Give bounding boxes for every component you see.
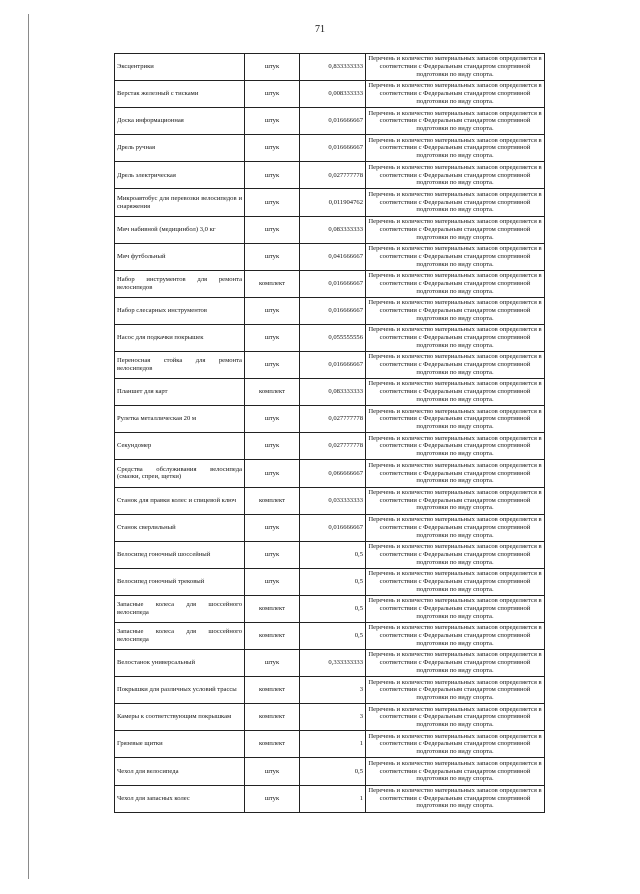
note-cell: Перечень и количество материальных запасов определяется в соответствии с Федеральным стандартом спортивной подготовки по виду спорта. xyxy=(366,108,545,135)
note-cell: Перечень и количество материальных запасов определяется в соответствии с Федеральным стандартом спортивной подготовки по виду спорта. xyxy=(366,650,545,677)
item-name-cell: Станок сверлильный xyxy=(115,514,245,541)
quantity-cell: 0,5 xyxy=(300,541,366,568)
unit-cell: штук xyxy=(245,568,300,595)
table-row xyxy=(115,622,545,649)
note-cell: Перечень и количество материальных запасов определяется в соответствии с Федеральным стандартом спортивной подготовки по виду спорта. xyxy=(366,731,545,758)
note-cell: Перечень и количество материальных запасов определяется в соответствии с Федеральным стандартом спортивной подготовки по виду спорта. xyxy=(366,54,545,81)
table-row xyxy=(115,135,545,162)
supplies-table-body xyxy=(115,54,545,813)
unit-cell: штук xyxy=(245,135,300,162)
note-cell: Перечень и количество материальных запасов определяется в соответствии с Федеральным стандартом спортивной подготовки по виду спорта. xyxy=(366,270,545,297)
table-row xyxy=(115,216,545,243)
quantity-cell: 0,033333333 xyxy=(300,487,366,514)
note-cell: Перечень и количество материальных запасов определяется в соответствии с Федеральным стандартом спортивной подготовки по виду спорта. xyxy=(366,460,545,487)
item-name-cell: Набор слесарных инструментов xyxy=(115,297,245,324)
quantity-cell: 0,016666667 xyxy=(300,352,366,379)
table-row xyxy=(115,704,545,731)
unit-cell: комплект xyxy=(245,704,300,731)
unit-cell: штук xyxy=(245,758,300,785)
note-cell: Перечень и количество материальных запасов определяется в соответствии с Федеральным стандартом спортивной подготовки по виду спорта. xyxy=(366,677,545,704)
item-name-cell: Насос для подкачки покрышек xyxy=(115,324,245,351)
item-name-cell: Верстак железный с тисками xyxy=(115,81,245,108)
item-name-cell: Чехол для велосипеда xyxy=(115,758,245,785)
item-name-cell: Секундомер xyxy=(115,433,245,460)
supplies-table xyxy=(114,53,545,813)
note-cell: Перечень и количество материальных запасов определяется в соответствии с Федеральным стандартом спортивной подготовки по виду спорта. xyxy=(366,216,545,243)
note-cell: Перечень и количество материальных запасов определяется в соответствии с Федеральным стандартом спортивной подготовки по виду спорта. xyxy=(366,785,545,812)
table-row xyxy=(115,108,545,135)
note-cell: Перечень и количество материальных запасов определяется в соответствии с Федеральным стандартом спортивной подготовки по виду спорта. xyxy=(366,704,545,731)
note-cell: Перечень и количество материальных запасов определяется в соответствии с Федеральным стандартом спортивной подготовки по виду спорта. xyxy=(366,189,545,216)
table-row xyxy=(115,541,545,568)
quantity-cell: 0,027777778 xyxy=(300,406,366,433)
quantity-cell: 0,027777778 xyxy=(300,433,366,460)
unit-cell: штук xyxy=(245,406,300,433)
note-cell: Перечень и количество материальных запасов определяется в соответствии с Федеральным стандартом спортивной подготовки по виду спорта. xyxy=(366,379,545,406)
unit-cell: комплект xyxy=(245,622,300,649)
note-cell: Перечень и количество материальных запасов определяется в соответствии с Федеральным стандартом спортивной подготовки по виду спорта. xyxy=(366,162,545,189)
unit-cell: штук xyxy=(245,108,300,135)
quantity-cell: 0,055555556 xyxy=(300,324,366,351)
item-name-cell: Запасные колеса для шоссейного велосипеда xyxy=(115,595,245,622)
quantity-cell: 0,083333333 xyxy=(300,379,366,406)
note-cell: Перечень и количество материальных запасов определяется в соответствии с Федеральным стандартом спортивной подготовки по виду спорта. xyxy=(366,433,545,460)
unit-cell: штук xyxy=(245,460,300,487)
note-cell: Перечень и количество материальных запасов определяется в соответствии с Федеральным стандартом спортивной подготовки по виду спорта. xyxy=(366,81,545,108)
table-row xyxy=(115,297,545,324)
note-cell: Перечень и количество материальных запасов определяется в соответствии с Федеральным стандартом спортивной подготовки по виду спорта. xyxy=(366,758,545,785)
unit-cell: штук xyxy=(245,81,300,108)
note-cell: Перечень и количество материальных запасов определяется в соответствии с Федеральным стандартом спортивной подготовки по виду спорта. xyxy=(366,352,545,379)
item-name-cell: Велосипед гоночный шоссейный xyxy=(115,541,245,568)
unit-cell: штук xyxy=(245,650,300,677)
item-name-cell: Велосипед гоночный трековый xyxy=(115,568,245,595)
item-name-cell: Переносная стойка для ремонта велосипедов xyxy=(115,352,245,379)
item-name-cell: Запасные колеса для шоссейного велосипеда xyxy=(115,622,245,649)
unit-cell: штук xyxy=(245,54,300,81)
table-row xyxy=(115,758,545,785)
table-row xyxy=(115,731,545,758)
table-row xyxy=(115,487,545,514)
item-name-cell: Средства обслуживания велосипеда (смазки, спреи, щетки) xyxy=(115,460,245,487)
scan-margin-line xyxy=(28,14,29,879)
table-row xyxy=(115,270,545,297)
unit-cell: штук xyxy=(245,785,300,812)
quantity-cell: 0,5 xyxy=(300,622,366,649)
item-name-cell: Планшет для карт xyxy=(115,379,245,406)
table-row xyxy=(115,379,545,406)
item-name-cell: Микроавтобус для перевозки велосипедов и снаряжения xyxy=(115,189,245,216)
item-name-cell: Покрышки для различных условий трассы xyxy=(115,677,245,704)
note-cell: Перечень и количество материальных запасов определяется в соответствии с Федеральным стандартом спортивной подготовки по виду спорта. xyxy=(366,243,545,270)
table-row xyxy=(115,568,545,595)
quantity-cell: 3 xyxy=(300,677,366,704)
note-cell: Перечень и количество материальных запасов определяется в соответствии с Федеральным стандартом спортивной подготовки по виду спорта. xyxy=(366,622,545,649)
item-name-cell: Рулетка металлическая 20 м xyxy=(115,406,245,433)
item-name-cell: Дрель электрическая xyxy=(115,162,245,189)
quantity-cell: 0,041666667 xyxy=(300,243,366,270)
item-name-cell: Эксцентрики xyxy=(115,54,245,81)
note-cell: Перечень и количество материальных запасов определяется в соответствии с Федеральным стандартом спортивной подготовки по виду спорта. xyxy=(366,406,545,433)
quantity-cell: 0,083333333 xyxy=(300,216,366,243)
unit-cell: штук xyxy=(245,433,300,460)
quantity-cell: 0,016666667 xyxy=(300,514,366,541)
quantity-cell: 0,5 xyxy=(300,595,366,622)
table-row xyxy=(115,162,545,189)
note-cell: Перечень и количество материальных запасов определяется в соответствии с Федеральным стандартом спортивной подготовки по виду спорта. xyxy=(366,595,545,622)
unit-cell: комплект xyxy=(245,379,300,406)
unit-cell: штук xyxy=(245,189,300,216)
table-row xyxy=(115,81,545,108)
table-row xyxy=(115,460,545,487)
item-name-cell: Доска информационная xyxy=(115,108,245,135)
table-row xyxy=(115,595,545,622)
item-name-cell: Станок для правки колес и спицевой ключ xyxy=(115,487,245,514)
quantity-cell: 0,016666667 xyxy=(300,297,366,324)
unit-cell: штук xyxy=(245,541,300,568)
quantity-cell: 0,016666667 xyxy=(300,270,366,297)
item-name-cell: Велостанок универсальный xyxy=(115,650,245,677)
unit-cell: штук xyxy=(245,514,300,541)
quantity-cell: 0,016666667 xyxy=(300,108,366,135)
unit-cell: штук xyxy=(245,352,300,379)
quantity-cell: 0,5 xyxy=(300,758,366,785)
item-name-cell: Камеры к соответствующим покрышкам xyxy=(115,704,245,731)
table-row xyxy=(115,189,545,216)
item-name-cell: Дрель ручная xyxy=(115,135,245,162)
note-cell: Перечень и количество материальных запасов определяется в соответствии с Федеральным стандартом спортивной подготовки по виду спорта. xyxy=(366,487,545,514)
quantity-cell: 0,011904762 xyxy=(300,189,366,216)
unit-cell: штук xyxy=(245,297,300,324)
item-name-cell: Мяч футбольный xyxy=(115,243,245,270)
table-row xyxy=(115,433,545,460)
unit-cell: комплект xyxy=(245,677,300,704)
note-cell: Перечень и количество материальных запасов определяется в соответствии с Федеральным стандартом спортивной подготовки по виду спорта. xyxy=(366,568,545,595)
table-row xyxy=(115,650,545,677)
quantity-cell: 0,027777778 xyxy=(300,162,366,189)
item-name-cell: Грязевые щитки xyxy=(115,731,245,758)
item-name-cell: Чехол для запасных колес xyxy=(115,785,245,812)
note-cell: Перечень и количество материальных запасов определяется в соответствии с Федеральным стандартом спортивной подготовки по виду спорта. xyxy=(366,297,545,324)
item-name-cell: Мяч набивной (медицинбол) 3,0 кг xyxy=(115,216,245,243)
unit-cell: штук xyxy=(245,243,300,270)
quantity-cell: 0,5 xyxy=(300,568,366,595)
unit-cell: комплект xyxy=(245,270,300,297)
quantity-cell: 0,333333333 xyxy=(300,650,366,677)
item-name-cell: Набор инструментов для ремонта велосипедов xyxy=(115,270,245,297)
quantity-cell: 1 xyxy=(300,785,366,812)
table-row xyxy=(115,514,545,541)
table-row xyxy=(115,54,545,81)
quantity-cell: 3 xyxy=(300,704,366,731)
unit-cell: штук xyxy=(245,162,300,189)
table-row xyxy=(115,243,545,270)
unit-cell: комплект xyxy=(245,595,300,622)
unit-cell: штук xyxy=(245,216,300,243)
unit-cell: комплект xyxy=(245,487,300,514)
quantity-cell: 0,008333333 xyxy=(300,81,366,108)
note-cell: Перечень и количество материальных запасов определяется в соответствии с Федеральным стандартом спортивной подготовки по виду спорта. xyxy=(366,135,545,162)
quantity-cell: 0,066666667 xyxy=(300,460,366,487)
table-row xyxy=(115,406,545,433)
table-row xyxy=(115,677,545,704)
note-cell: Перечень и количество материальных запасов определяется в соответствии с Федеральным стандартом спортивной подготовки по виду спорта. xyxy=(366,514,545,541)
table-row xyxy=(115,785,545,812)
table-row xyxy=(115,324,545,351)
unit-cell: штук xyxy=(245,324,300,351)
note-cell: Перечень и количество материальных запасов определяется в соответствии с Федеральным стандартом спортивной подготовки по виду спорта. xyxy=(366,324,545,351)
quantity-cell: 0,833333333 xyxy=(300,54,366,81)
note-cell: Перечень и количество материальных запасов определяется в соответствии с Федеральным стандартом спортивной подготовки по виду спорта. xyxy=(366,541,545,568)
page-number: 71 xyxy=(315,24,325,35)
quantity-cell: 0,016666667 xyxy=(300,135,366,162)
table-row xyxy=(115,352,545,379)
unit-cell: комплект xyxy=(245,731,300,758)
quantity-cell: 1 xyxy=(300,731,366,758)
